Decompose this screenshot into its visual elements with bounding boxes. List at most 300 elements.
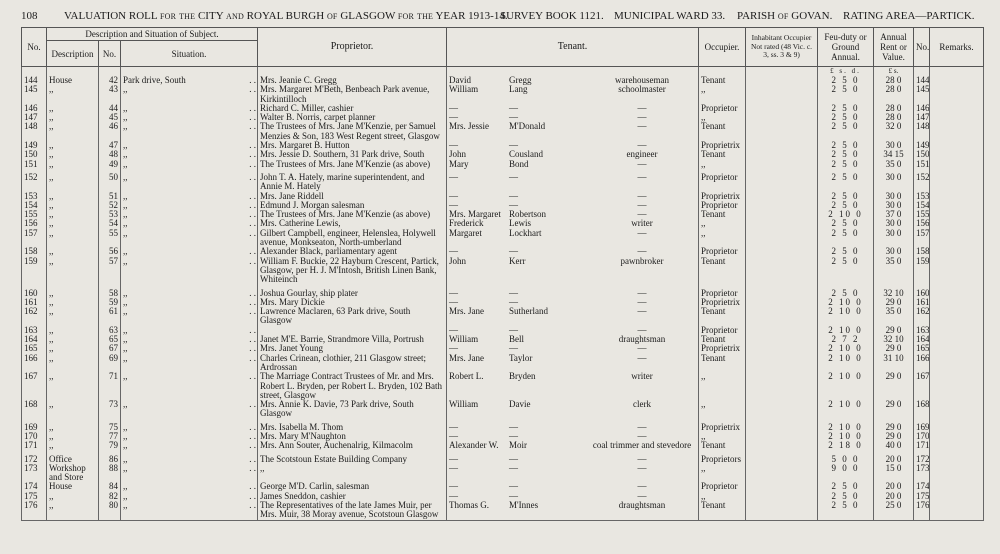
row-number-right: 169 xyxy=(914,423,930,432)
row-inhabitant xyxy=(746,492,818,501)
row-inhabitant xyxy=(746,201,818,210)
table-row xyxy=(22,85,984,104)
row-feu-duty: 2 10 0 xyxy=(818,400,874,419)
situation-text: ,, xyxy=(123,256,128,266)
tenant-first-name: Mary xyxy=(449,159,469,169)
row-number: 166 xyxy=(22,354,47,373)
situation-text: ,, xyxy=(123,335,128,345)
tenant-first-name: Mrs. Margaret xyxy=(449,210,501,220)
row-proprietor: Gilbert Campbell, engineer, Helenslea, Holywell avenue, Monkseaton, North-umberland xyxy=(258,229,447,248)
row-inhabitant xyxy=(746,160,818,169)
row-situation: ,, . . xyxy=(121,335,258,344)
row-annual-rent: 15 0 xyxy=(874,464,914,483)
row-description: ,, xyxy=(47,247,99,256)
row-feu-duty: 2 5 0 xyxy=(818,289,874,298)
title-part: for the xyxy=(397,10,434,22)
row-situation: ,, . . xyxy=(121,298,258,307)
row-proprietor: George M'D. Carlin, salesman xyxy=(258,482,447,491)
row-house-number: 65 xyxy=(99,335,121,344)
row-tenant xyxy=(447,432,699,441)
row-proprietor: The Trustees of Mrs. Jane M'Kenzie (as above) xyxy=(258,210,447,219)
row-feu-duty: 2 5 0 xyxy=(818,219,874,228)
situation-text: ,, xyxy=(123,372,128,382)
row-annual-rent: 30 0 xyxy=(874,247,914,256)
row-description: ,, xyxy=(47,423,99,432)
table-row xyxy=(22,150,984,159)
row-description: ,, xyxy=(47,432,99,441)
tenant-first-name: — xyxy=(449,325,458,335)
row-inhabitant xyxy=(746,150,818,159)
row-annual-rent: 35 0 xyxy=(874,307,914,326)
row-situation: ,, . . xyxy=(121,104,258,113)
tenant-first-name: — xyxy=(449,297,458,307)
row-number: 158 xyxy=(22,247,47,256)
tenant-first-name: Mrs. Jessie xyxy=(449,122,489,132)
row-number: 152 xyxy=(22,173,47,192)
row-inhabitant xyxy=(746,344,818,353)
row-situation: ,, . . xyxy=(121,201,258,210)
row-tenant xyxy=(447,344,699,353)
situation-text: ,, xyxy=(123,219,128,229)
row-feu-duty: 2 5 0 xyxy=(818,150,874,159)
row-inhabitant xyxy=(746,219,818,228)
row-house-number: 73 xyxy=(99,400,121,419)
row-number-right: 148 xyxy=(914,122,930,141)
row-house-number: 49 xyxy=(99,160,121,169)
row-tenant xyxy=(447,492,699,501)
tenant-occupation: writer xyxy=(631,219,653,229)
row-number-right: 172 xyxy=(914,455,930,464)
tenant-first-name: — xyxy=(449,141,458,151)
row-tenant xyxy=(447,482,699,491)
row-situation: ,, . . xyxy=(121,192,258,201)
tenant-surname: Lang xyxy=(509,85,528,95)
row-feu-duty: 2 5 0 xyxy=(818,482,874,491)
row-inhabitant xyxy=(746,104,818,113)
row-situation: ,, . . xyxy=(121,219,258,228)
row-occupier: Tenant xyxy=(699,76,746,85)
tenant-surname: — xyxy=(509,463,518,473)
row-proprietor: Janet M'E. Barrie, Strandmore Villa, Portrush xyxy=(258,335,447,344)
row-description: ,, xyxy=(47,257,99,285)
tenant-first-name: William xyxy=(449,400,479,410)
title-part: CITY xyxy=(197,10,224,22)
title-part: GLASGOW xyxy=(340,10,396,22)
situation-text: ,, xyxy=(123,122,128,132)
table-row xyxy=(22,201,984,210)
row-annual-rent: 32 10 xyxy=(874,335,914,344)
row-proprietor: Alexander Black, parliamentary agent xyxy=(258,247,447,256)
tenant-surname: Bryden xyxy=(509,372,536,382)
tenant-first-name: Robert L. xyxy=(449,372,484,382)
row-proprietor: The Scotstoun Estate Building Company xyxy=(258,455,447,464)
row-feu-duty: 2 5 0 xyxy=(818,173,874,192)
row-inhabitant xyxy=(746,455,818,464)
situation-text: ,, xyxy=(123,172,128,182)
row-situation: ,, . . xyxy=(121,160,258,169)
row-proprietor: The Marriage Contract Trustees of Mr. and Mrs. Robert L. Bryden, per Robert L. Bryden, 102 Bath street, Glasgow xyxy=(258,372,447,400)
table-row xyxy=(22,344,984,353)
situation-text: ,, xyxy=(123,491,128,501)
row-tenant xyxy=(447,455,699,464)
parish-part: GOVAN. xyxy=(791,10,833,22)
row-occupier: Proprietrix xyxy=(699,192,746,201)
row-tenant xyxy=(447,335,699,344)
tenant-occupation: — xyxy=(637,210,647,220)
row-occupier: Tenant xyxy=(699,335,746,344)
rating-area: RATING AREA—PARTICK. xyxy=(843,10,975,22)
row-number: 162 xyxy=(22,307,47,326)
row-description: ,, xyxy=(47,160,99,169)
row-house-number: 47 xyxy=(99,141,121,150)
row-number-right: 144 xyxy=(914,76,930,85)
row-number-right: 145 xyxy=(914,85,930,104)
tenant-occupation: draughtsman xyxy=(618,501,666,511)
row-house-number: 82 xyxy=(99,492,121,501)
situation-text: ,, xyxy=(123,307,128,317)
row-number: 148 xyxy=(22,122,47,141)
tenant-surname: — xyxy=(509,482,518,492)
row-remarks xyxy=(930,150,984,159)
title-part: VALUATION ROLL xyxy=(64,10,158,22)
tenant-first-name: — xyxy=(449,491,458,501)
situation-text: ,, xyxy=(123,482,128,492)
table-row xyxy=(22,76,984,85)
row-occupier: Tenant xyxy=(699,150,746,159)
row-situation: ,, . . xyxy=(121,141,258,150)
table-row xyxy=(22,113,984,122)
row-description: ,, xyxy=(47,229,99,248)
row-occupier: Proprietor xyxy=(699,201,746,210)
table-row xyxy=(22,192,984,201)
row-proprietor: Mrs. Jessie D. Southern, 31 Park drive, South xyxy=(258,150,447,159)
row-house-number: 80 xyxy=(99,501,121,520)
tenant-first-name: — xyxy=(449,200,458,210)
table-row xyxy=(22,210,984,219)
row-inhabitant xyxy=(746,354,818,373)
row-annual-rent: 29 0 xyxy=(874,326,914,335)
row-house-number: 67 xyxy=(99,344,121,353)
row-situation: ,, . . xyxy=(121,257,258,285)
row-house-number: 56 xyxy=(99,247,121,256)
row-house-number: 53 xyxy=(99,210,121,219)
col-description: Description xyxy=(47,41,99,67)
row-number: 170 xyxy=(22,432,47,441)
table-row xyxy=(22,335,984,344)
row-feu-duty: 2 5 0 xyxy=(818,257,874,285)
row-situation: ,, . . xyxy=(121,354,258,373)
row-house-number: 45 xyxy=(99,113,121,122)
tenant-surname: Lockhart xyxy=(509,228,542,238)
row-proprietor: Richard C. Miller, cashier xyxy=(258,104,447,113)
row-occupier: Proprietor xyxy=(699,173,746,192)
row-occupier: Proprietrix xyxy=(699,141,746,150)
row-annual-rent: 25 0 xyxy=(874,501,914,520)
tenant-occupation: — xyxy=(637,191,647,201)
tenant-occupation: pawnbroker xyxy=(620,256,664,266)
table-row xyxy=(22,441,984,450)
tenant-surname: Lewis xyxy=(509,219,531,229)
row-house-number: 79 xyxy=(99,441,121,450)
row-feu-duty: 2 5 0 xyxy=(818,104,874,113)
row-inhabitant xyxy=(746,501,818,520)
row-description: ,, xyxy=(47,492,99,501)
row-feu-duty: 2 10 0 xyxy=(818,344,874,353)
row-inhabitant xyxy=(746,141,818,150)
row-inhabitant xyxy=(746,289,818,298)
row-proprietor: Mrs. Jane Riddell xyxy=(258,192,447,201)
row-annual-rent: 29 0 xyxy=(874,298,914,307)
table-row xyxy=(22,104,984,113)
tenant-surname: — xyxy=(509,344,518,354)
row-feu-duty: 2 5 0 xyxy=(818,122,874,141)
tenant-surname: — xyxy=(509,297,518,307)
row-description: ,, xyxy=(47,354,99,373)
row-occupier: Proprietrix xyxy=(699,423,746,432)
row-tenant xyxy=(447,210,699,219)
row-house-number: 84 xyxy=(99,482,121,491)
row-situation: ,, . . xyxy=(121,501,258,520)
row-inhabitant xyxy=(746,192,818,201)
tenant-surname: — xyxy=(509,113,518,123)
tenant-occupation: — xyxy=(637,353,647,363)
row-house-number: 69 xyxy=(99,354,121,373)
row-inhabitant xyxy=(746,482,818,491)
row-situation: Park drive, South . . xyxy=(121,76,258,85)
row-remarks xyxy=(930,441,984,450)
row-situation: ,, . . xyxy=(121,85,258,104)
row-tenant xyxy=(447,173,699,192)
row-number: 144 xyxy=(22,76,47,85)
row-number: 175 xyxy=(22,492,47,501)
row-occupier: Proprietor xyxy=(699,326,746,335)
row-house-number: 52 xyxy=(99,201,121,210)
tenant-first-name: William xyxy=(449,335,479,345)
row-inhabitant xyxy=(746,400,818,419)
row-house-number: 46 xyxy=(99,122,121,141)
row-feu-duty: 2 10 0 xyxy=(818,354,874,373)
row-house-number: 42 xyxy=(99,76,121,85)
tenant-surname: Bell xyxy=(509,335,524,345)
tenant-occupation: — xyxy=(637,307,647,317)
col-tenant: Tenant. xyxy=(447,28,699,67)
row-annual-rent: 35 0 xyxy=(874,257,914,285)
row-number: 169 xyxy=(22,423,47,432)
parish-part: PARISH xyxy=(737,10,776,22)
row-number-right: 154 xyxy=(914,201,930,210)
situation-text: ,, xyxy=(123,344,128,354)
row-description: ,, xyxy=(47,150,99,159)
row-situation: ,, . . xyxy=(121,482,258,491)
row-remarks xyxy=(930,85,984,104)
row-annual-rent: 32 0 xyxy=(874,122,914,141)
tenant-surname: — xyxy=(509,422,518,432)
row-annual-rent: 30 0 xyxy=(874,229,914,248)
tenant-occupation: — xyxy=(637,325,647,335)
situation-text: ,, xyxy=(123,141,128,151)
title-part: and xyxy=(225,10,244,22)
row-number: 145 xyxy=(22,85,47,104)
row-description: ,, xyxy=(47,289,99,298)
tenant-occupation: warehouseman xyxy=(615,76,669,85)
row-occupier: Tenant xyxy=(699,307,746,326)
row-remarks xyxy=(930,173,984,192)
tenant-first-name: Frederick xyxy=(449,219,484,229)
tenant-surname: — xyxy=(509,325,518,335)
row-number-right: 168 xyxy=(914,400,930,419)
row-number-right: 152 xyxy=(914,173,930,192)
situation-text: ,, xyxy=(123,325,128,335)
row-number: 150 xyxy=(22,150,47,159)
tenant-first-name: John xyxy=(449,256,467,266)
col-inhabitant: Inhabitant Occupier Not rated (48 Vic. c. 3, ss. 3 & 9) xyxy=(746,28,818,67)
row-house-number: 86 xyxy=(99,455,121,464)
tenant-surname: Robertson xyxy=(509,210,546,220)
col-situation: Situation. xyxy=(121,41,258,67)
tenant-surname: Kerr xyxy=(509,256,526,266)
row-tenant xyxy=(447,85,699,104)
situation-text: ,, xyxy=(123,113,128,123)
col-remarks: Remarks. xyxy=(930,28,984,67)
row-tenant xyxy=(447,289,699,298)
situation-text: ,, xyxy=(123,353,128,363)
row-proprietor: Mrs. Mary M'Naughton xyxy=(258,432,447,441)
row-feu-duty: 2 10 0 xyxy=(818,298,874,307)
table-row xyxy=(22,464,984,483)
row-house-number: 88 xyxy=(99,464,121,483)
row-number: 149 xyxy=(22,141,47,150)
row-number: 164 xyxy=(22,335,47,344)
row-proprietor: Mrs. Mary Dickie xyxy=(258,298,447,307)
row-remarks xyxy=(930,257,984,285)
row-remarks xyxy=(930,113,984,122)
row-description: ,, xyxy=(47,210,99,219)
row-proprietor: Walter B. Norris, carpet planner xyxy=(258,113,447,122)
row-occupier: Tenant xyxy=(699,210,746,219)
row-number-right: 176 xyxy=(914,501,930,520)
row-proprietor: Lawrence Maclaren, 63 Park drive, South Glasgow xyxy=(258,307,447,326)
row-situation: ,, . . xyxy=(121,113,258,122)
row-tenant xyxy=(447,307,699,326)
row-annual-rent: 34 15 xyxy=(874,150,914,159)
title-part: for the xyxy=(159,10,196,22)
row-situation: ,, . . xyxy=(121,464,258,483)
tenant-occupation: — xyxy=(637,482,647,492)
row-occupier: ,, xyxy=(699,160,746,169)
tenant-first-name: — xyxy=(449,113,458,123)
row-occupier: ,, xyxy=(699,400,746,419)
row-situation: ,, . . xyxy=(121,289,258,298)
tenant-occupation: coal trimmer and stevedore xyxy=(592,441,692,451)
row-description: ,, xyxy=(47,173,99,192)
col-no-right: No. xyxy=(914,28,930,67)
row-inhabitant xyxy=(746,247,818,256)
row-number: 159 xyxy=(22,257,47,285)
row-number: 167 xyxy=(22,372,47,400)
row-description: ,, xyxy=(47,201,99,210)
row-number: 172 xyxy=(22,455,47,464)
situation-text: ,, xyxy=(123,431,128,441)
situation-text: ,, xyxy=(123,297,128,307)
row-annual-rent: 29 0 xyxy=(874,400,914,419)
row-house-number: 55 xyxy=(99,229,121,248)
row-description: ,, xyxy=(47,307,99,326)
tenant-occupation: — xyxy=(637,172,647,182)
tenant-first-name: — xyxy=(449,454,458,464)
table-row xyxy=(22,289,984,298)
row-remarks xyxy=(930,501,984,520)
row-annual-rent: 40 0 xyxy=(874,441,914,450)
row-house-number: 57 xyxy=(99,257,121,285)
row-feu-duty: 2 5 0 xyxy=(818,141,874,150)
tenant-occupation: — xyxy=(637,113,647,123)
row-number-right: 150 xyxy=(914,150,930,159)
row-remarks xyxy=(930,298,984,307)
row-occupier: Proprietors xyxy=(699,455,746,464)
row-remarks xyxy=(930,372,984,400)
page-header xyxy=(0,0,1000,26)
situation-text: ,, xyxy=(123,200,128,210)
row-tenant xyxy=(447,354,699,373)
row-remarks xyxy=(930,289,984,298)
tenant-surname: Gregg xyxy=(509,76,532,85)
tenant-first-name: John xyxy=(449,150,467,160)
table-body xyxy=(22,67,984,521)
feu-unit-label: £ s. d. xyxy=(818,67,874,77)
tenant-surname: — xyxy=(509,491,518,501)
situation-text: ,, xyxy=(123,247,128,257)
tenant-first-name: — xyxy=(449,482,458,492)
row-occupier: ,, xyxy=(699,492,746,501)
tenant-occupation: — xyxy=(637,422,647,432)
tenant-occupation: — xyxy=(637,463,647,473)
page-number: 108 xyxy=(21,10,38,22)
tenant-surname: Moir xyxy=(509,441,527,451)
row-house-number: 71 xyxy=(99,372,121,400)
row-occupier: ,, xyxy=(699,113,746,122)
row-annual-rent: 29 0 xyxy=(874,423,914,432)
row-inhabitant xyxy=(746,173,818,192)
row-number-right: 166 xyxy=(914,354,930,373)
row-number: 154 xyxy=(22,201,47,210)
row-number-right: 160 xyxy=(914,289,930,298)
row-tenant xyxy=(447,219,699,228)
row-description: ,, xyxy=(47,192,99,201)
row-number-right: 149 xyxy=(914,141,930,150)
row-annual-rent: 29 0 xyxy=(874,372,914,400)
tenant-occupation: — xyxy=(637,103,647,113)
row-remarks xyxy=(930,455,984,464)
row-remarks xyxy=(930,104,984,113)
row-situation: ,, . . xyxy=(121,173,258,192)
row-remarks xyxy=(930,400,984,419)
situation-text: ,, xyxy=(123,191,128,201)
row-house-number: 50 xyxy=(99,173,121,192)
row-number-right: 153 xyxy=(914,192,930,201)
survey-book: SURVEY BOOK 1121. xyxy=(500,10,604,22)
row-situation: ,, . . xyxy=(121,210,258,219)
row-house-number: 75 xyxy=(99,423,121,432)
row-tenant xyxy=(447,201,699,210)
tenant-first-name: — xyxy=(449,431,458,441)
tenant-occupation: — xyxy=(637,159,647,169)
tenant-surname: — xyxy=(509,454,518,464)
row-feu-duty: 2 5 0 xyxy=(818,492,874,501)
tenant-first-name: Mrs. Jane xyxy=(449,307,484,317)
title-part: YEAR 1913-14. xyxy=(435,10,508,22)
tenant-occupation: — xyxy=(637,344,647,354)
row-feu-duty: 2 10 0 xyxy=(818,372,874,400)
